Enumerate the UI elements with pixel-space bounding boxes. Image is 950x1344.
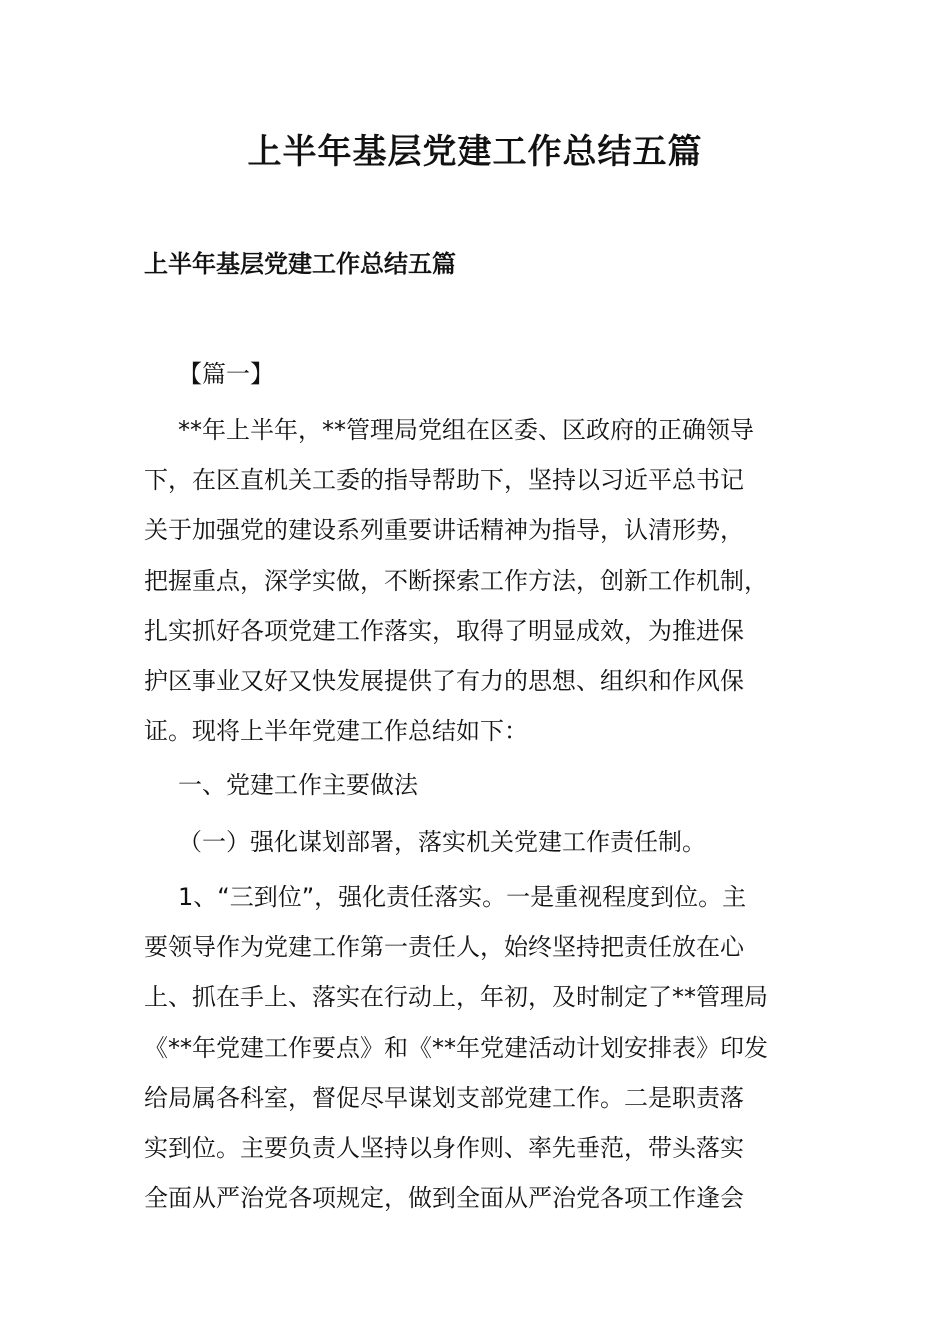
document-title: 上半年基层党建工作总结五篇 <box>247 132 703 172</box>
point-paragraph <box>144 872 808 1223</box>
paragraph-line: 实到位。主要负责人坚持以身作则、率先垂范，带头落实 <box>144 1134 744 1163</box>
section-tag: 【篇一】 <box>178 360 274 388</box>
paragraph-line: 证。现将上半年党建工作总结如下： <box>144 717 528 746</box>
paragraph-line: 关于加强党的建设系列重要讲话精神为指导，认清形势， <box>144 516 744 545</box>
paragraph-line: 《**年党建工作要点》和《**年党建活动计划安排表》印发 <box>144 1033 768 1062</box>
paragraph-line: 给局属各科室，督促尽早谋划支部党建工作。二是职责落 <box>144 1083 744 1112</box>
paragraph-line: **年上半年，**管理局党组在区委、区政府的正确领导 <box>178 416 754 444</box>
section-heading: 一、党建工作主要做法 <box>178 771 418 799</box>
paragraph-line: 把握重点，深学实做，不断探索工作方法，创新工作机制， <box>144 566 768 595</box>
paragraph-line: 要领导作为党建工作第一责任人，始终坚持把责任放在心 <box>144 933 744 962</box>
intro-paragraph <box>144 405 808 756</box>
paragraph-line: 扎实抓好各项党建工作落实，取得了明显成效，为推进保 <box>144 616 744 645</box>
paragraph-line: 护区事业又好又快发展提供了有力的思想、组织和作风保 <box>144 667 744 696</box>
document-subtitle: 上半年基层党建工作总结五篇 <box>144 250 456 278</box>
paragraph-line: 1、“三到位”，强化责任落实。一是重视程度到位。主 <box>178 883 747 911</box>
paragraph-line: 全面从严治党各项规定，做到全面从严治党各项工作逢会 <box>144 1184 744 1213</box>
paragraph-line: 下，在区直机关工委的指导帮助下，坚持以习近平总书记 <box>144 466 744 495</box>
paragraph-line: 上、抓在手上、落实在行动上，年初，及时制定了**管理局 <box>144 983 768 1012</box>
subsection-heading: （一）强化谋划部署，落实机关党建工作责任制。 <box>178 828 706 856</box>
